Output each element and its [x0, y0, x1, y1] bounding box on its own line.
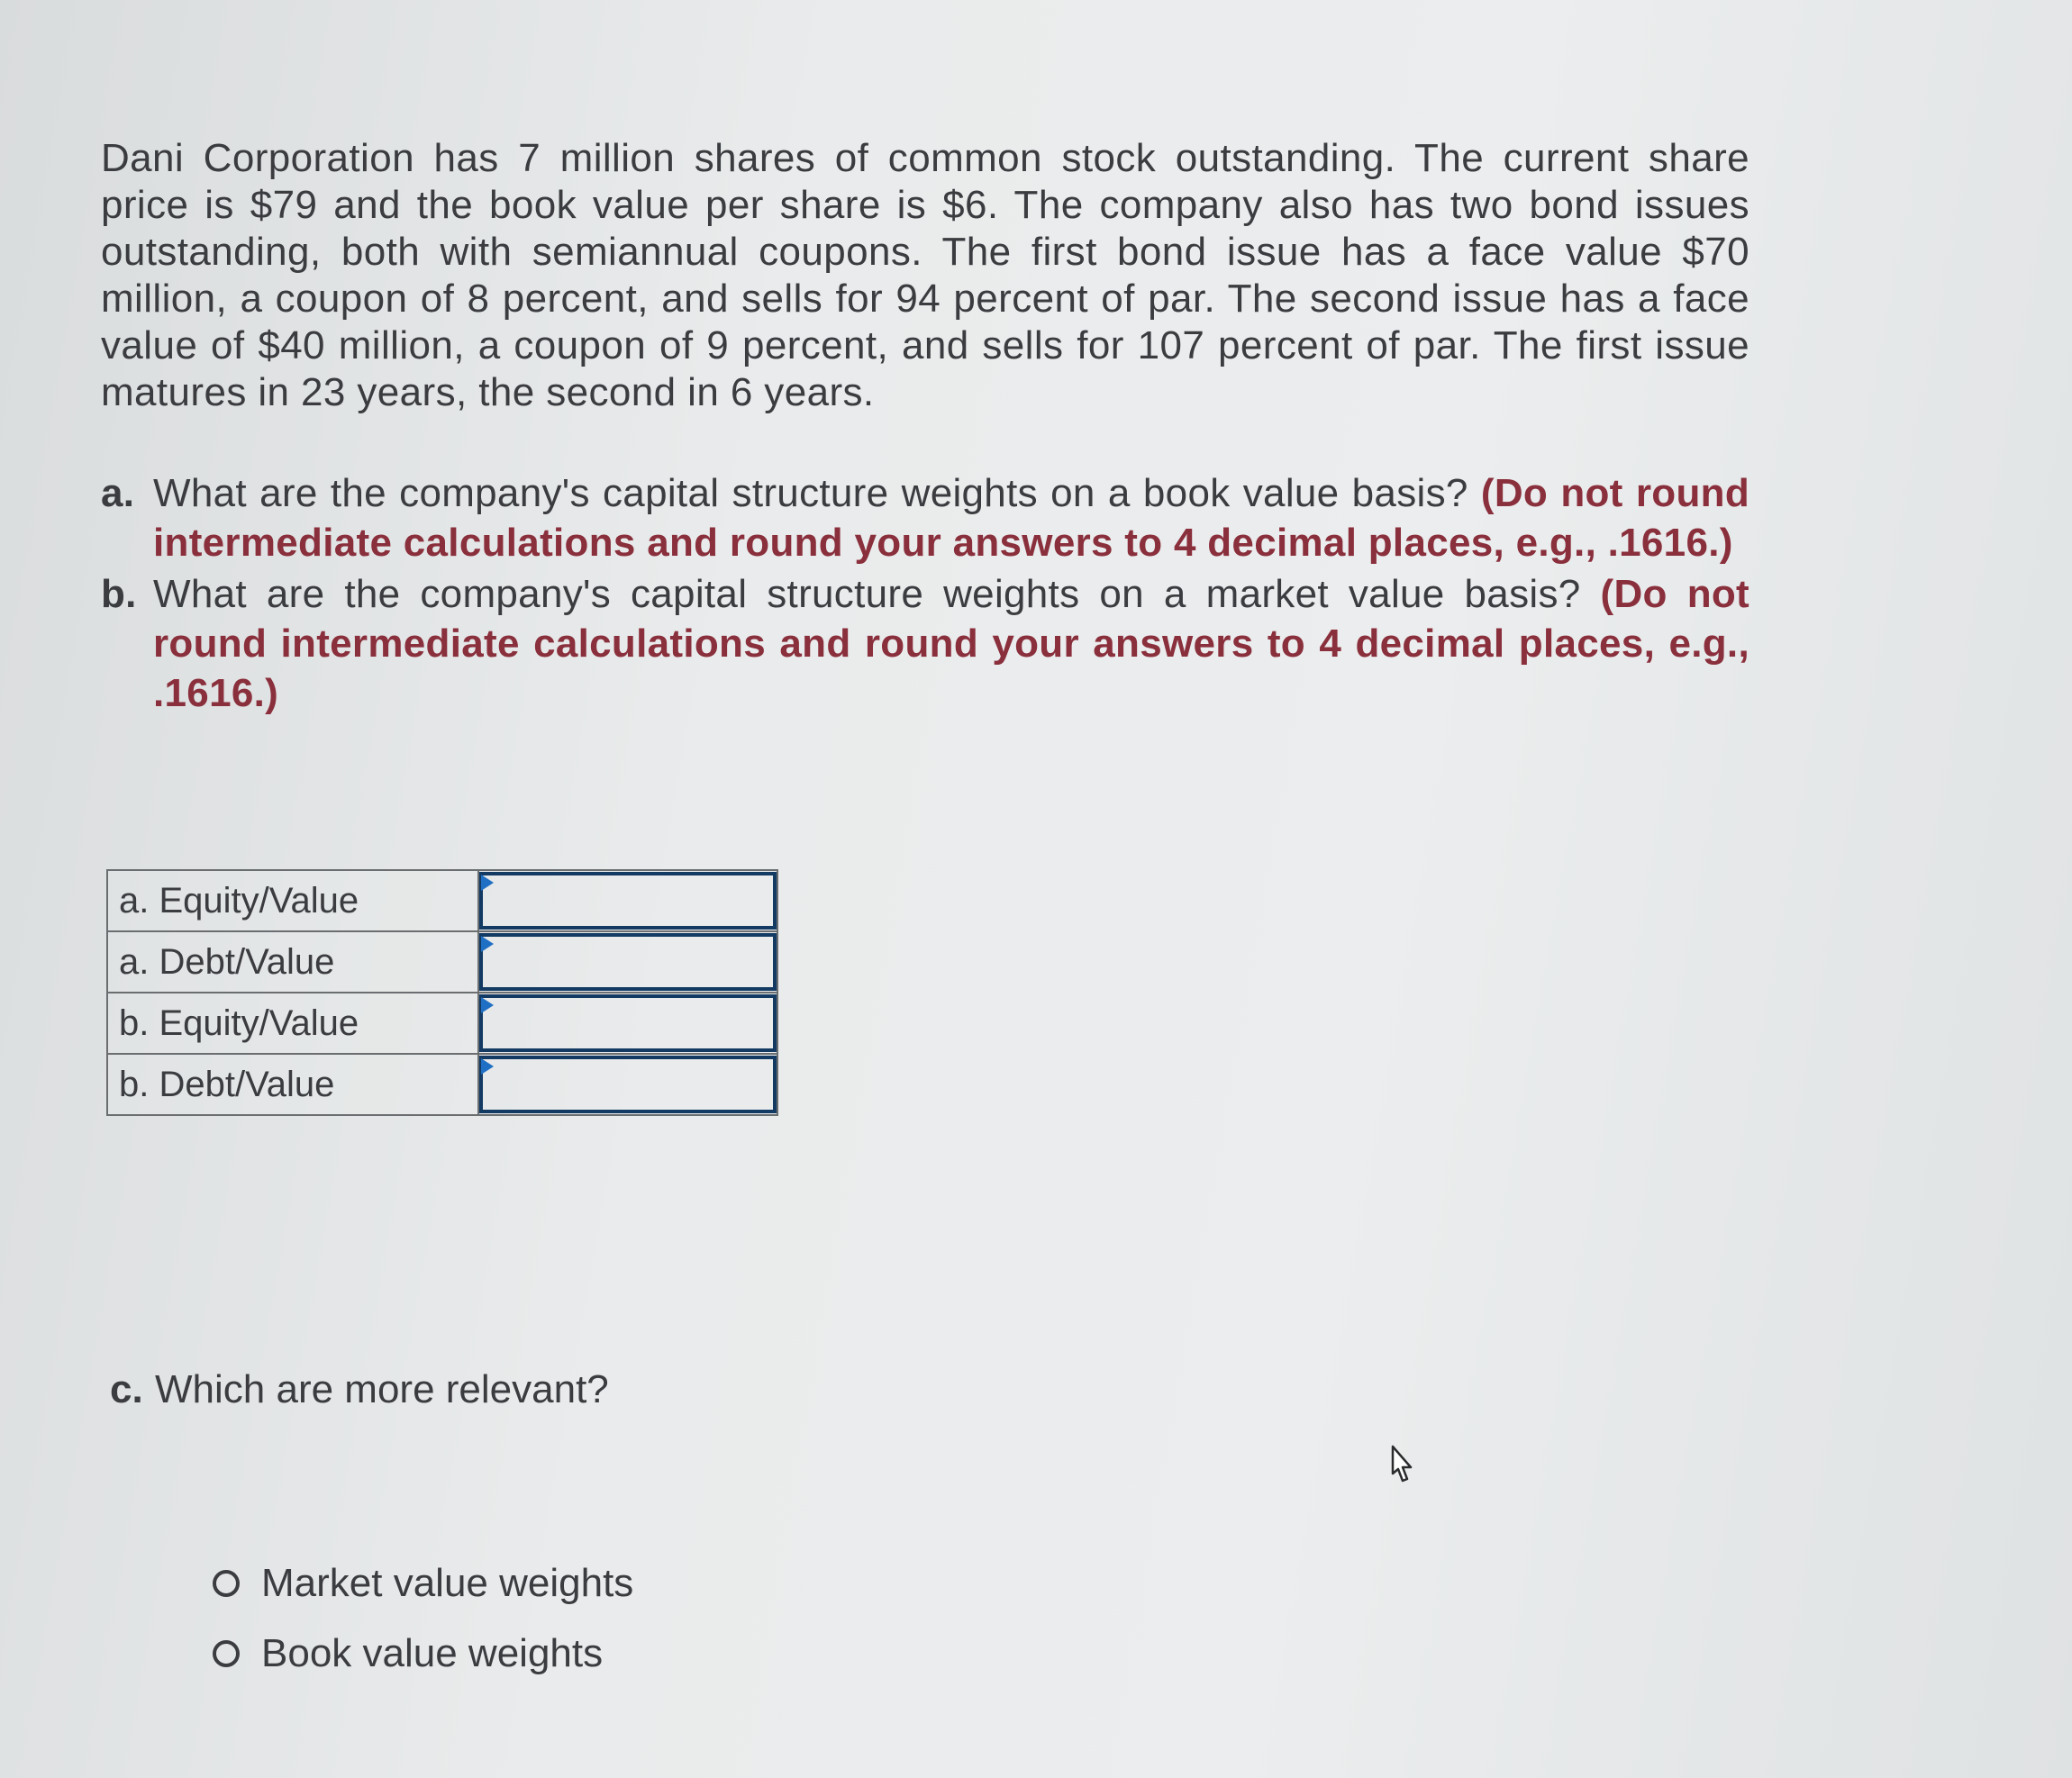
table-row [107, 1054, 777, 1115]
row-label-b-debt-value: b. Debt/Value [107, 1054, 478, 1115]
part-a-text [153, 468, 1749, 567]
table-row [107, 931, 777, 993]
answer-cell [478, 993, 777, 1054]
part-b-letter: b. [101, 572, 137, 616]
flag-icon [481, 936, 494, 952]
flag-icon [481, 1058, 494, 1075]
part-a [101, 468, 1749, 567]
row-label-a-equity-value: a. Equity/Value [107, 870, 478, 931]
part-b-text [153, 569, 1749, 718]
option-label: Market value weights [261, 1561, 634, 1605]
part-a-instruction: (Do not round intermediate calculations and round your answers to 4 decimal places, e.g., .1616.) [153, 471, 1749, 565]
b-equity-value-input[interactable] [479, 994, 777, 1052]
radio-group [213, 1558, 633, 1699]
part-c-letter: c. [110, 1367, 143, 1411]
answer-cell [478, 870, 777, 931]
b-debt-value-input[interactable] [479, 1056, 777, 1113]
part-b-instruction: (Do not round intermediate calculations and round your answers to 4 decimal places, e.g., .1616.) [153, 572, 1750, 715]
part-c [110, 1367, 609, 1412]
part-c-question: Which are more relevant? [155, 1367, 609, 1411]
a-debt-value-input[interactable] [479, 933, 777, 991]
a-equity-value-input[interactable] [479, 872, 777, 930]
row-label-a-debt-value: a. Debt/Value [107, 931, 478, 993]
part-b-question: What are the company's capital structure weights on a market value basis? [153, 572, 1581, 616]
table-row [107, 870, 777, 931]
option-label: Book value weights [261, 1631, 604, 1675]
radio-button[interactable] [213, 1640, 240, 1667]
table-row [107, 993, 777, 1054]
row-label-b-equity-value: b. Equity/Value [107, 993, 478, 1054]
flag-icon [481, 997, 494, 1013]
answer-cell [478, 931, 777, 993]
part-b [101, 569, 1749, 718]
answer-cell [478, 1054, 777, 1115]
problem-statement: Dani Corporation has 7 million shares of common stock outstanding. The current share price is $79 and the book value per share is $6. The company also has two bond issues outstanding, both with semiannual coupons. The first bond issue has a face value $70 million, a coupon of 8 percent, and sells for 94 percent of par. The second issue has a face value of $40 million, a coupon of 9 percent, and sells for 107 percent of par. The first issue matures in 23 years, the second in 6 years. [101, 136, 1749, 414]
option-book-value-weights[interactable] [213, 1628, 633, 1679]
radio-button[interactable] [213, 1570, 240, 1597]
flag-icon [481, 875, 494, 891]
part-a-question: What are the company's capital structure weights on a book value basis? [153, 471, 1468, 515]
option-market-value-weights[interactable] [213, 1558, 633, 1609]
answer-table [106, 869, 778, 1116]
pointer-cursor-icon [1386, 1443, 1422, 1488]
part-a-letter: a. [101, 471, 135, 515]
question-parts [101, 468, 1749, 718]
